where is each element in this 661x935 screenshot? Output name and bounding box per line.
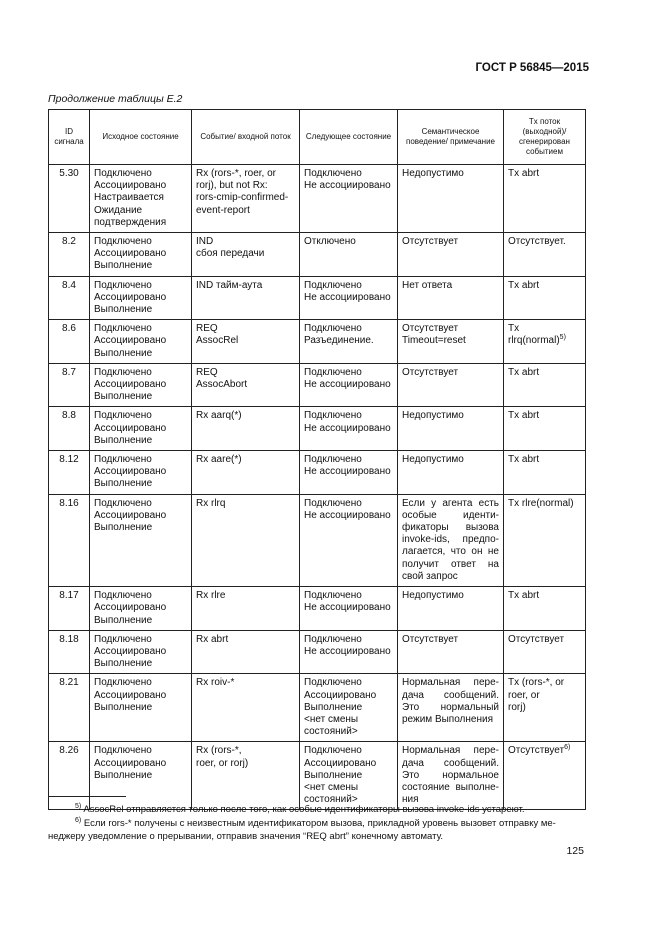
cell-note [398,363,504,407]
cell-id [49,276,90,320]
cell-id-text: 8.2 [62,236,76,248]
table-row [49,587,586,631]
col-header-tx: Tx поток (выходной)/ сгенерирован событием [504,110,586,165]
cell-note-text: Недопустимо [402,168,464,179]
cell-note-text: Отсутствует [402,236,459,248]
cell-state [90,587,192,631]
cell-note-text: Нормальная пере-дача сообщений. Это нормальный режим Выполнения [402,677,499,725]
cell-state-text: Подключено Ассоциировано Настраивается Ожидание подтверждения [94,168,167,228]
cell-note-text: Отсутствует [402,366,459,378]
cell-state-text: Подключено Ассоциировано Выполнение [94,236,167,272]
cell-event-text: Rx (rors-*, roer, or rorj), but not Rx: rors-cmip-confirmed- event-report [196,168,289,216]
cell-next-state-text: Отключено [304,236,356,248]
cell-tx-text: Tx abrt [508,279,540,291]
cell-id [49,451,90,495]
cell-tx [504,494,586,586]
cell-event [192,742,300,810]
cell-note-text: Если у агента есть особые иденти-фикаторы вызова invoke-ids, предпо-лагается, что он не получит ответ на свой запрос [402,497,499,582]
cell-next-state [300,276,398,320]
cell-id [49,587,90,631]
cell-id [49,233,90,277]
cell-tx [504,407,586,451]
cell-tx [504,742,586,810]
cell-tx-text: Tx abrt [508,454,540,466]
table-row [49,233,586,277]
cell-id-text: 8.16 [59,497,79,509]
cell-next-state-text: Подключено Разъединение. [304,323,374,347]
cell-id [49,363,90,407]
table-row [49,407,586,451]
cell-tx [504,587,586,631]
cell-event [192,233,300,277]
cell-tx-text: Tx (rors-*, or roer, or rorj) [508,677,565,713]
cell-event [192,451,300,495]
cell-state-text: Подключено Ассоциировано Выполнение [94,497,167,534]
col-header-id: ID сигнала [49,110,90,165]
cell-event-text: REQ AssocRel [196,323,239,347]
cell-id-text: 8.12 [59,454,79,466]
table-row [49,165,586,233]
cell-event [192,494,300,586]
cell-id-text: 5.30 [59,168,79,179]
standard-header: ГОСТ Р 56845—2015 [475,62,589,74]
cell-next-state [300,494,398,586]
cell-id [49,320,90,364]
cell-state [90,630,192,674]
cell-next-state-text: Подключено Не ассоциировано [304,168,391,192]
table-header-row [49,110,586,165]
cell-note-text: Отсутствует [402,633,459,645]
cell-note [398,276,504,320]
cell-note-text: Отсутствует Timeout=reset [402,323,466,347]
cell-next-state [300,630,398,674]
footnote-ref: 5) [559,334,566,342]
cell-note-text: Недопустимо [402,454,464,466]
cell-note-text: Нормальная пере-дача сообщений. Это нормальное состояние выполне-ния [402,745,499,806]
cell-id-text: 8.18 [59,633,79,645]
table-row [49,451,586,495]
cell-event [192,320,300,364]
cell-note [398,494,504,586]
cell-event-text: IND тайм-аута [196,279,263,291]
cell-next-state-text: Подключено Ассоциировано Выполнение <нет смены состояний> [304,677,377,738]
footnote-6 [48,817,585,843]
table-row [49,674,586,742]
cell-note-text: Недопустимо [402,410,464,422]
cell-note [398,742,504,810]
cell-next-state-text: Подключено Не ассоциировано [304,590,391,614]
cell-state-text: Подключено Ассоциировано Выполнение [94,366,167,403]
table-row [49,494,586,586]
cell-event [192,587,300,631]
cell-next-state-text: Подключено Не ассоциировано [304,410,391,434]
cell-id [49,630,90,674]
cell-event-text: Rx rlrq [196,497,226,509]
cell-state-text: Подключено Ассоциировано Выполнение [94,454,167,490]
table-row [49,320,586,364]
cell-id [49,742,90,810]
table-row [49,742,586,810]
cell-next-state [300,451,398,495]
cell-tx [504,320,586,364]
cell-note [398,320,504,364]
cell-tx-text: Tx abrt [508,366,540,378]
cell-event-text: Rx aarq(*) [196,410,242,422]
table-row [49,630,586,674]
cell-id-text: 8.17 [59,590,79,602]
cell-tx [504,451,586,495]
cell-id-text: 8.21 [59,677,79,689]
cell-id [49,165,90,233]
state-table [48,109,586,810]
cell-tx [504,233,586,277]
cell-note [398,587,504,631]
cell-state [90,742,192,810]
cell-next-state-text: Подключено Не ассоциировано [304,633,391,657]
cell-event-text: Rx abrt [196,633,229,645]
cell-event-text: Rx roiv-* [196,677,235,689]
cell-state [90,165,192,233]
footnote-mark: 5) [75,803,82,810]
cell-id-text: 8.26 [59,745,79,757]
cell-id [49,494,90,586]
cell-state [90,451,192,495]
cell-state-text: Подключено Ассоциировано Выполнение [94,677,167,713]
page-number: 125 [566,845,584,857]
cell-tx-text: Tx abrt [508,168,540,179]
cell-state [90,674,192,742]
cell-state [90,494,192,586]
cell-next-state-text: Подключено Не ассоциировано [304,454,391,478]
cell-tx-text: Tx abrt [508,590,540,602]
cell-next-state [300,363,398,407]
cell-id-text: 8.8 [62,410,76,422]
cell-next-state-text: Подключено Не ассоциировано [304,279,391,303]
cell-id [49,674,90,742]
cell-state [90,363,192,407]
col-header-event: Событие/ входной поток [192,110,300,165]
cell-id [49,407,90,451]
cell-event-text: Rx rlre [196,590,226,602]
cell-tx [504,165,586,233]
cell-id-text: 8.4 [62,279,76,291]
cell-event [192,276,300,320]
cell-next-state-text: Подключено Не ассоциировано [304,366,391,391]
cell-tx-text: Отсутствует [508,745,565,757]
cell-state [90,233,192,277]
cell-state [90,276,192,320]
table-caption: Продолжение таблицы Е.2 [48,93,183,105]
cell-state-text: Подключено Ассоциировано Выполнение [94,323,167,359]
cell-tx-text: Отсутствует [508,633,565,645]
cell-event [192,674,300,742]
cell-note [398,407,504,451]
cell-next-state [300,407,398,451]
cell-state-text: Подключено Ассоциировано Выполнение [94,590,167,626]
col-header-state: Исходное состояние [90,110,192,165]
cell-id-text: 8.6 [62,323,76,335]
cell-next-state [300,320,398,364]
cell-state-text: Подключено Ассоциировано Выполнение [94,633,167,670]
cell-next-state-text: Подключено Не ассоциировано [304,497,391,521]
cell-state [90,407,192,451]
table-row [49,363,586,407]
cell-event-text: IND сбоя передачи [196,236,265,260]
cell-tx-text: Tx abrt [508,410,540,422]
cell-state-text: Подключено Ассоциировано Выполнение [94,279,167,316]
cell-next-state [300,742,398,810]
cell-tx-text: Отсутствует. [508,236,566,248]
cell-next-state [300,587,398,631]
footnote-rule [48,796,126,797]
footnote-text: Если rors-* получены с неизвестным идентификатором вызова, прикладной уровень вызовет отправку ме-неджеру уведомление о прерывании, отправив значения “REQ abrt” конечному автомату. [48,818,556,842]
cell-state-text: Подключено Ассоциировано Выполнение [94,745,167,781]
cell-tx-text: Tx rlre(normal) [508,497,574,509]
footnote-text: AssocRel отправляется только после того, как особые идентификаторы вызова invoke-ids устареют. [83,804,525,815]
cell-note [398,165,504,233]
cell-note [398,630,504,674]
cell-event-text: REQ AssocAbort [196,366,248,391]
cell-next-state [300,165,398,233]
cell-event-text: Rx (rors-*, roer, or rorj) [196,745,249,769]
footnote-5 [48,803,585,816]
cell-event-text: Rx aare(*) [196,454,242,466]
footnote-mark: 6) [75,817,82,824]
cell-note [398,233,504,277]
cell-tx [504,363,586,407]
cell-next-state [300,233,398,277]
cell-note [398,451,504,495]
col-header-note: Семантическое поведение/ примечание [398,110,504,165]
cell-tx-text: Tx rlrq(normal) [508,323,560,347]
cell-note-text: Недопустимо [402,590,464,602]
cell-tx [504,630,586,674]
cell-state-text: Подключено Ассоциировано Выполнение [94,410,167,446]
cell-event [192,165,300,233]
cell-id-text: 8.7 [62,366,76,378]
cell-event [192,363,300,407]
cell-note [398,674,504,742]
cell-tx [504,674,586,742]
cell-next-state-text: Подключено Ассоциировано Выполнение <нет смены состояний> [304,745,377,806]
table-row [49,276,586,320]
cell-event [192,407,300,451]
cell-event [192,630,300,674]
cell-tx [504,276,586,320]
col-header-next: Следующее состояние [300,110,398,165]
cell-note-text: Нет ответа [402,279,453,291]
cell-state [90,320,192,364]
cell-next-state [300,674,398,742]
footnote-ref: 6) [564,744,571,752]
